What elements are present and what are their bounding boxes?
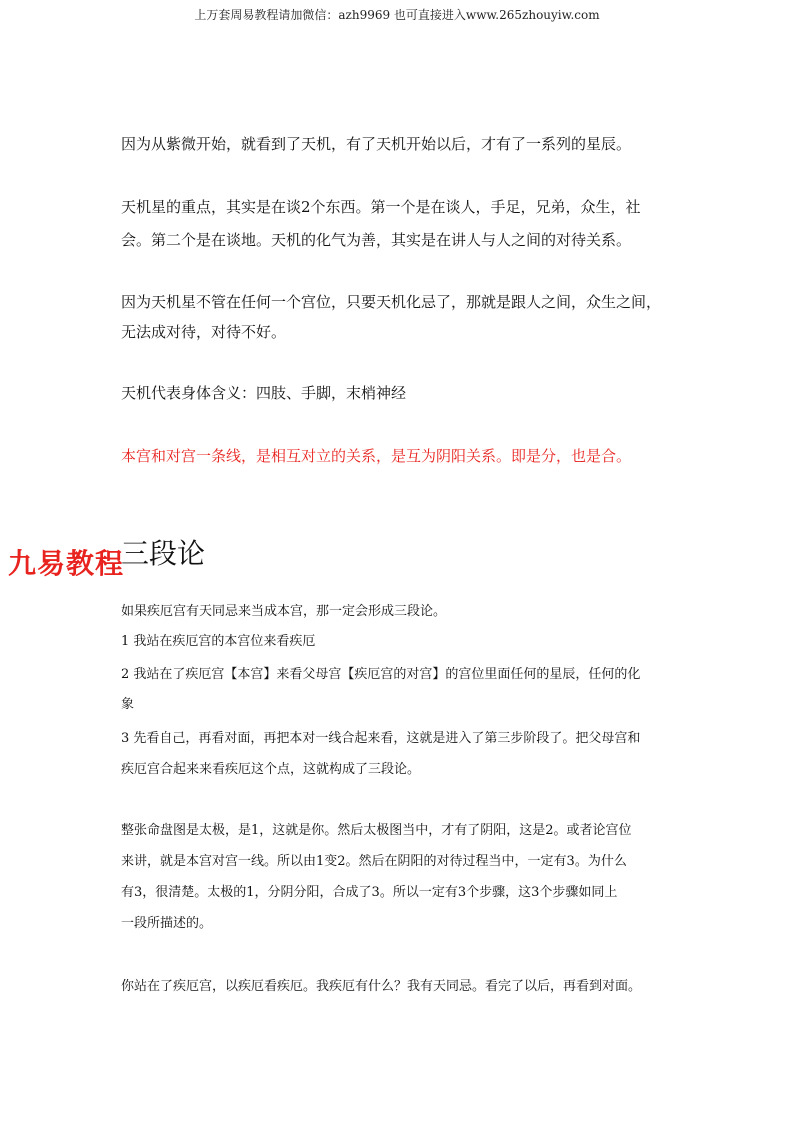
list-item-3-line-2: 疾厄宫合起来来看疾厄这个点，这就构成了三段论。	[121, 762, 421, 777]
watermark-logo: 九易教程	[8, 547, 125, 580]
section-title: 三段论	[121, 537, 206, 570]
paragraph-2-line-1: 天机星的重点，其实是在谈2个东西。第一个是在谈人，手足，兄弟，众生，社	[121, 198, 641, 216]
list-item-2-line-2: 象	[121, 697, 135, 712]
paragraph-5-line-4: 一段所描述的。	[121, 916, 213, 931]
list-item-2-line-1: 2 我站在了疾厄宫【本宫】来看父母宫【疾厄宫的对宫】的宫位里面任何的星辰，任何的化	[121, 667, 641, 682]
list-item-1: 1 我站在疾厄宫的本宫位来看疾厄	[121, 634, 316, 649]
list-intro: 如果疾厄宫有天同忌来当成本宫，那一定会形成三段论。	[121, 604, 447, 619]
list-item-3-line-1: 3 先看自己，再看对面，再把本对一线合起来看，这就是进入了第三步阶段了。把父母宫和	[121, 731, 641, 746]
paragraph-5-line-3: 有3，很清楚。太极的1，分阴分阳，合成了3。所以一定有3个步骤，这3个步骤如同上	[121, 885, 618, 900]
paragraph-3-line-2: 无法成对待，对待不好。	[121, 323, 287, 341]
highlight-paragraph: 本宫和对宫一条线，是相互对立的关系，是互为阴阳关系。即是分，也是合。	[121, 447, 632, 465]
paragraph-2-line-2: 会。第二个是在谈地。天机的化气为善，其实是在讲人与人之间的对待关系。	[121, 231, 632, 249]
paragraph-3-line-1: 因为天机星不管在任何一个宫位，只要天机化忌了，那就是跟人之间，众生之间，	[121, 293, 662, 311]
paragraph-5-line-1: 整张命盘图是太极，是1，这就是你。然后太极图当中，才有了阴阳，这是2。或者论宫位	[121, 823, 632, 838]
paragraph-1: 因为从紫微开始，就看到了天机，有了天机开始以后，才有了一系列的星辰。	[121, 135, 632, 153]
paragraph-5-line-2: 来讲，就是本宫对宫一线。所以由1变2。然后在阴阳的对待过程当中，一定有3。为什么	[121, 854, 627, 869]
paragraph-4: 天机代表身体含义：四肢、手脚，末梢神经	[121, 384, 407, 402]
paragraph-6: 你站在了疾厄宫，以疾厄看疾厄。我疾厄有什么？我有天同忌。看完了以后，再看到对面。	[121, 979, 642, 994]
page-header: 上万套周易教程请加微信：azh9969 也可直接进入www.265zhouyiw.com	[194, 8, 600, 22]
